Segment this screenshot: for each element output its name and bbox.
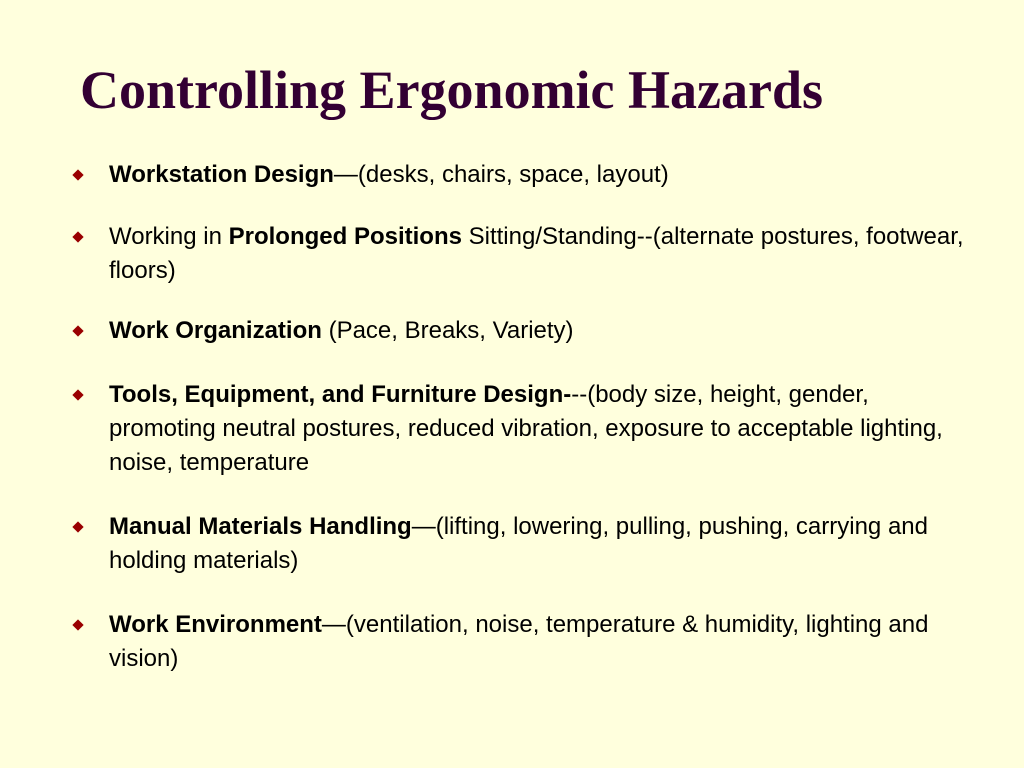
bullet-workstation-design xyxy=(74,158,974,192)
bullet-text: —(ventilation, noise, temperature & humidity, lighting and vision) xyxy=(109,611,929,672)
diamond-bullet-icon xyxy=(72,389,83,400)
bullet-list xyxy=(74,158,974,676)
bullet-lead-text: Working in xyxy=(109,223,229,250)
bullet-heading: Tools, Equipment, and Furniture Design- xyxy=(109,381,572,408)
bullet-text: (Pace, Breaks, Variety) xyxy=(321,317,574,344)
diamond-bullet-icon xyxy=(72,521,83,532)
bullet-text: —(lifting, lowering, pulling, pushing, carrying and holding materials) xyxy=(109,513,928,574)
slide-title: Controlling Ergonomic Hazards xyxy=(80,60,824,120)
bullet-prolonged-positions xyxy=(74,220,974,288)
bullet-heading: Workstation Design xyxy=(109,161,334,188)
diamond-bullet-icon xyxy=(72,169,83,180)
diamond-bullet-icon xyxy=(72,325,83,336)
bullet-heading: Work Environment xyxy=(109,611,322,638)
bullet-work-organization xyxy=(74,314,974,348)
bullet-heading: Manual Materials Handling xyxy=(109,513,412,540)
diamond-bullet-icon xyxy=(72,231,83,242)
bullet-heading: Work Organization xyxy=(109,317,322,344)
bullet-text: Sitting/Standing--(alternate postures, footwear, floors) xyxy=(109,223,964,284)
bullet-manual-materials-handling xyxy=(74,510,974,578)
bullet-work-environment xyxy=(74,608,974,676)
bullet-heading: Prolonged Positions xyxy=(228,223,462,250)
bullet-text: —(desks, chairs, space, layout) xyxy=(333,161,669,188)
bullet-text: --(body size, height, gender, promoting neutral postures, reduced vibration, exposure to acceptable lighting, noise, temperature xyxy=(109,381,943,476)
diamond-bullet-icon xyxy=(72,619,83,630)
bullet-tools-equipment xyxy=(74,378,974,480)
